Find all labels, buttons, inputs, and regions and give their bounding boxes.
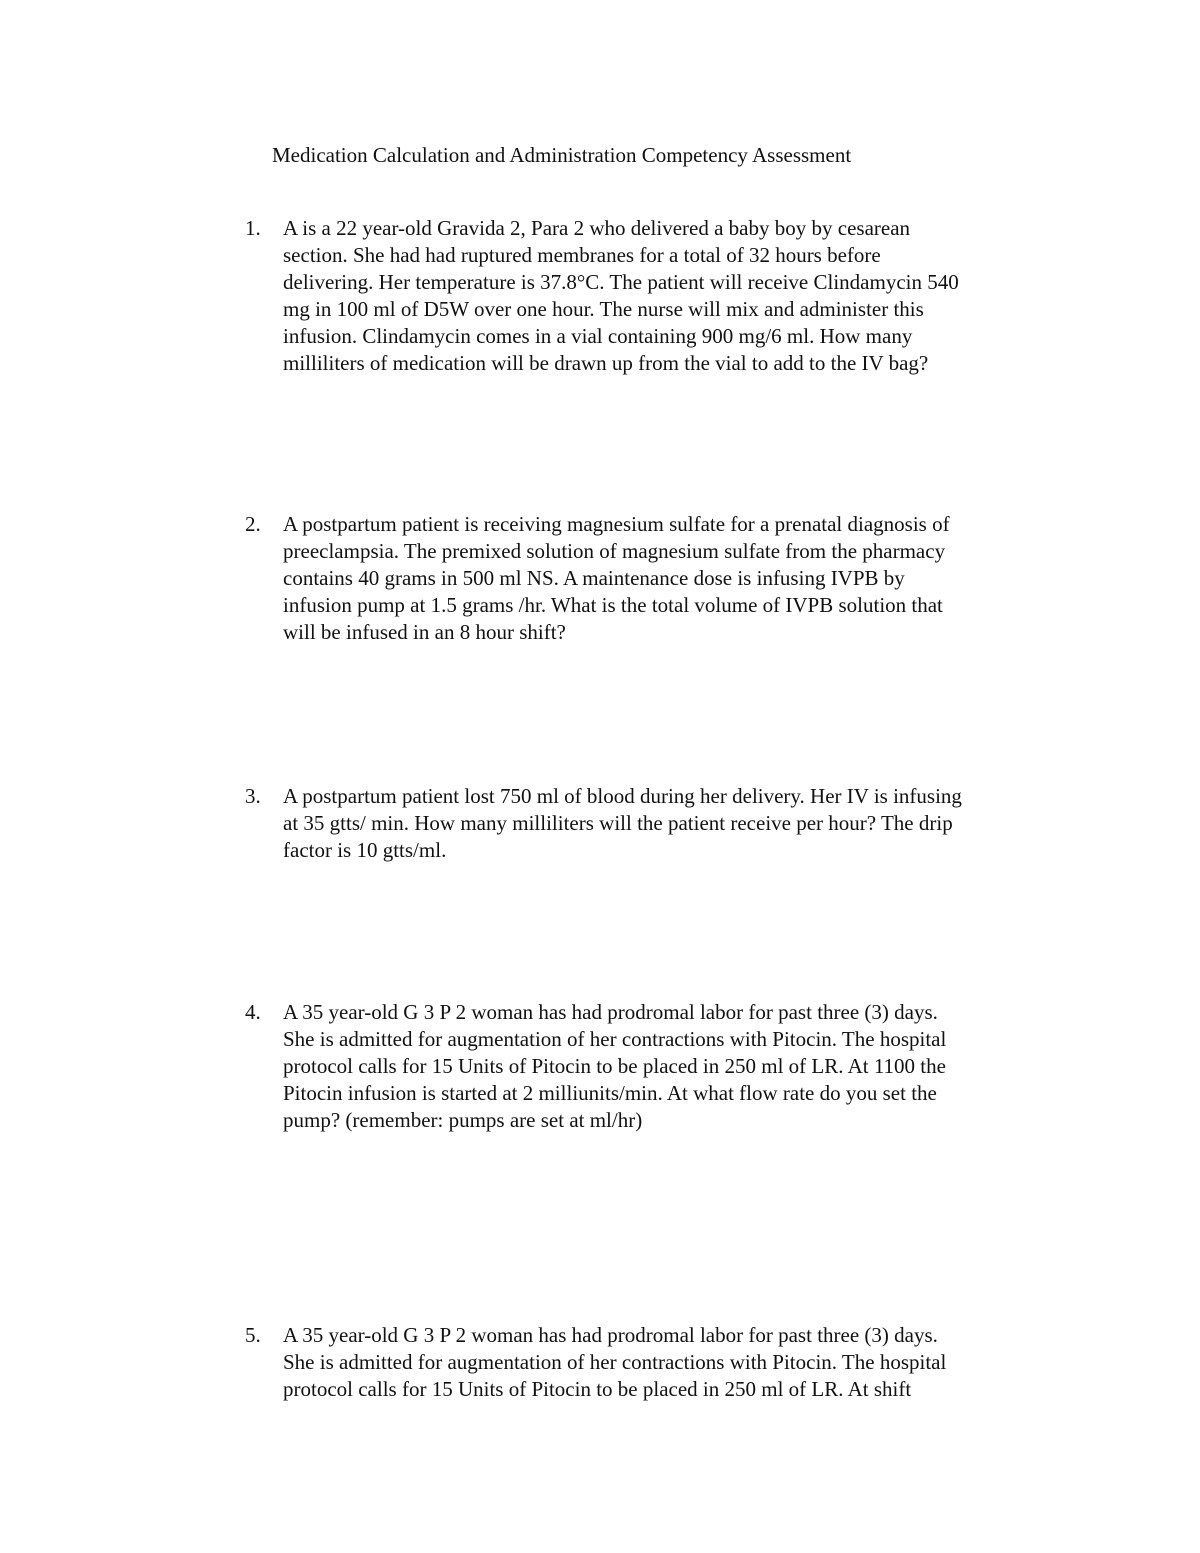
question-line: preeclampsia. The premixed solution of magnesium sulfate from the pharmacy (283, 539, 946, 563)
question-line: pump? (remember: pumps are set at ml/hr) (283, 1108, 643, 1132)
question-line: A postpartum patient is receiving magnesium sulfate for a prenatal diagnosis of (283, 512, 950, 536)
question-line: She is admitted for augmentation of her contractions with Pitocin. The hospital (283, 1027, 947, 1051)
question-line: A 35 year-old G 3 P 2 woman has had prodromal labor for past three (3) days. (283, 1000, 938, 1024)
question-line: infusion pump at 1.5 grams /hr. What is the total volume of IVPB solution that (283, 593, 943, 617)
question-line: mg in 100 ml of D5W over one hour. The nurse will mix and administer this (283, 297, 924, 321)
question-number: 2. (245, 512, 261, 536)
question-line: contains 40 grams in 500 ml NS. A maintenance dose is infusing IVPB by (283, 566, 905, 590)
question-line: factor is 10 gtts/ml. (283, 838, 447, 862)
question-line: section. She had had ruptured membranes for a total of 32 hours before (283, 243, 881, 267)
question-line: A 35 year-old G 3 P 2 woman has had prodromal labor for past three (3) days. (283, 1323, 938, 1347)
question-text (283, 215, 1063, 377)
question-text (283, 1322, 1063, 1403)
question-line: infusion. Clindamycin comes in a vial containing 900 mg/6 ml. How many (283, 324, 913, 348)
question-line: delivering. Her temperature is 37.8°C. The patient will receive Clindamycin 540 (283, 270, 959, 294)
question-line: at 35 gtts/ min. How many milliliters will the patient receive per hour? The drip (283, 811, 953, 835)
question-text (283, 999, 1063, 1134)
question-line: milliliters of medication will be drawn up from the vial to add to the IV bag? (283, 351, 929, 375)
question-line: A postpartum patient lost 750 ml of blood during her delivery. Her IV is infusing (283, 784, 962, 808)
question-text (283, 783, 1063, 864)
question-line: Pitocin infusion is started at 2 milliunits/min. At what flow rate do you set the (283, 1081, 937, 1105)
question-line: protocol calls for 15 Units of Pitocin to be placed in 250 ml of LR. At shift (283, 1377, 912, 1401)
question-line: She is admitted for augmentation of her contractions with Pitocin. The hospital (283, 1350, 947, 1374)
question-line: will be infused in an 8 hour shift? (283, 620, 566, 644)
question-number: 5. (245, 1323, 261, 1347)
question-line: protocol calls for 15 Units of Pitocin to be placed in 250 ml of LR. At 1100 the (283, 1054, 946, 1078)
question-number: 1. (245, 216, 261, 240)
document-title: Medication Calculation and Administration Competency Assessment (272, 143, 852, 167)
question-number: 4. (245, 1000, 261, 1024)
question-line: A is a 22 year-old Gravida 2, Para 2 who delivered a baby boy by cesarean (283, 216, 911, 240)
question-text (283, 511, 1063, 646)
question-number: 3. (245, 784, 261, 808)
